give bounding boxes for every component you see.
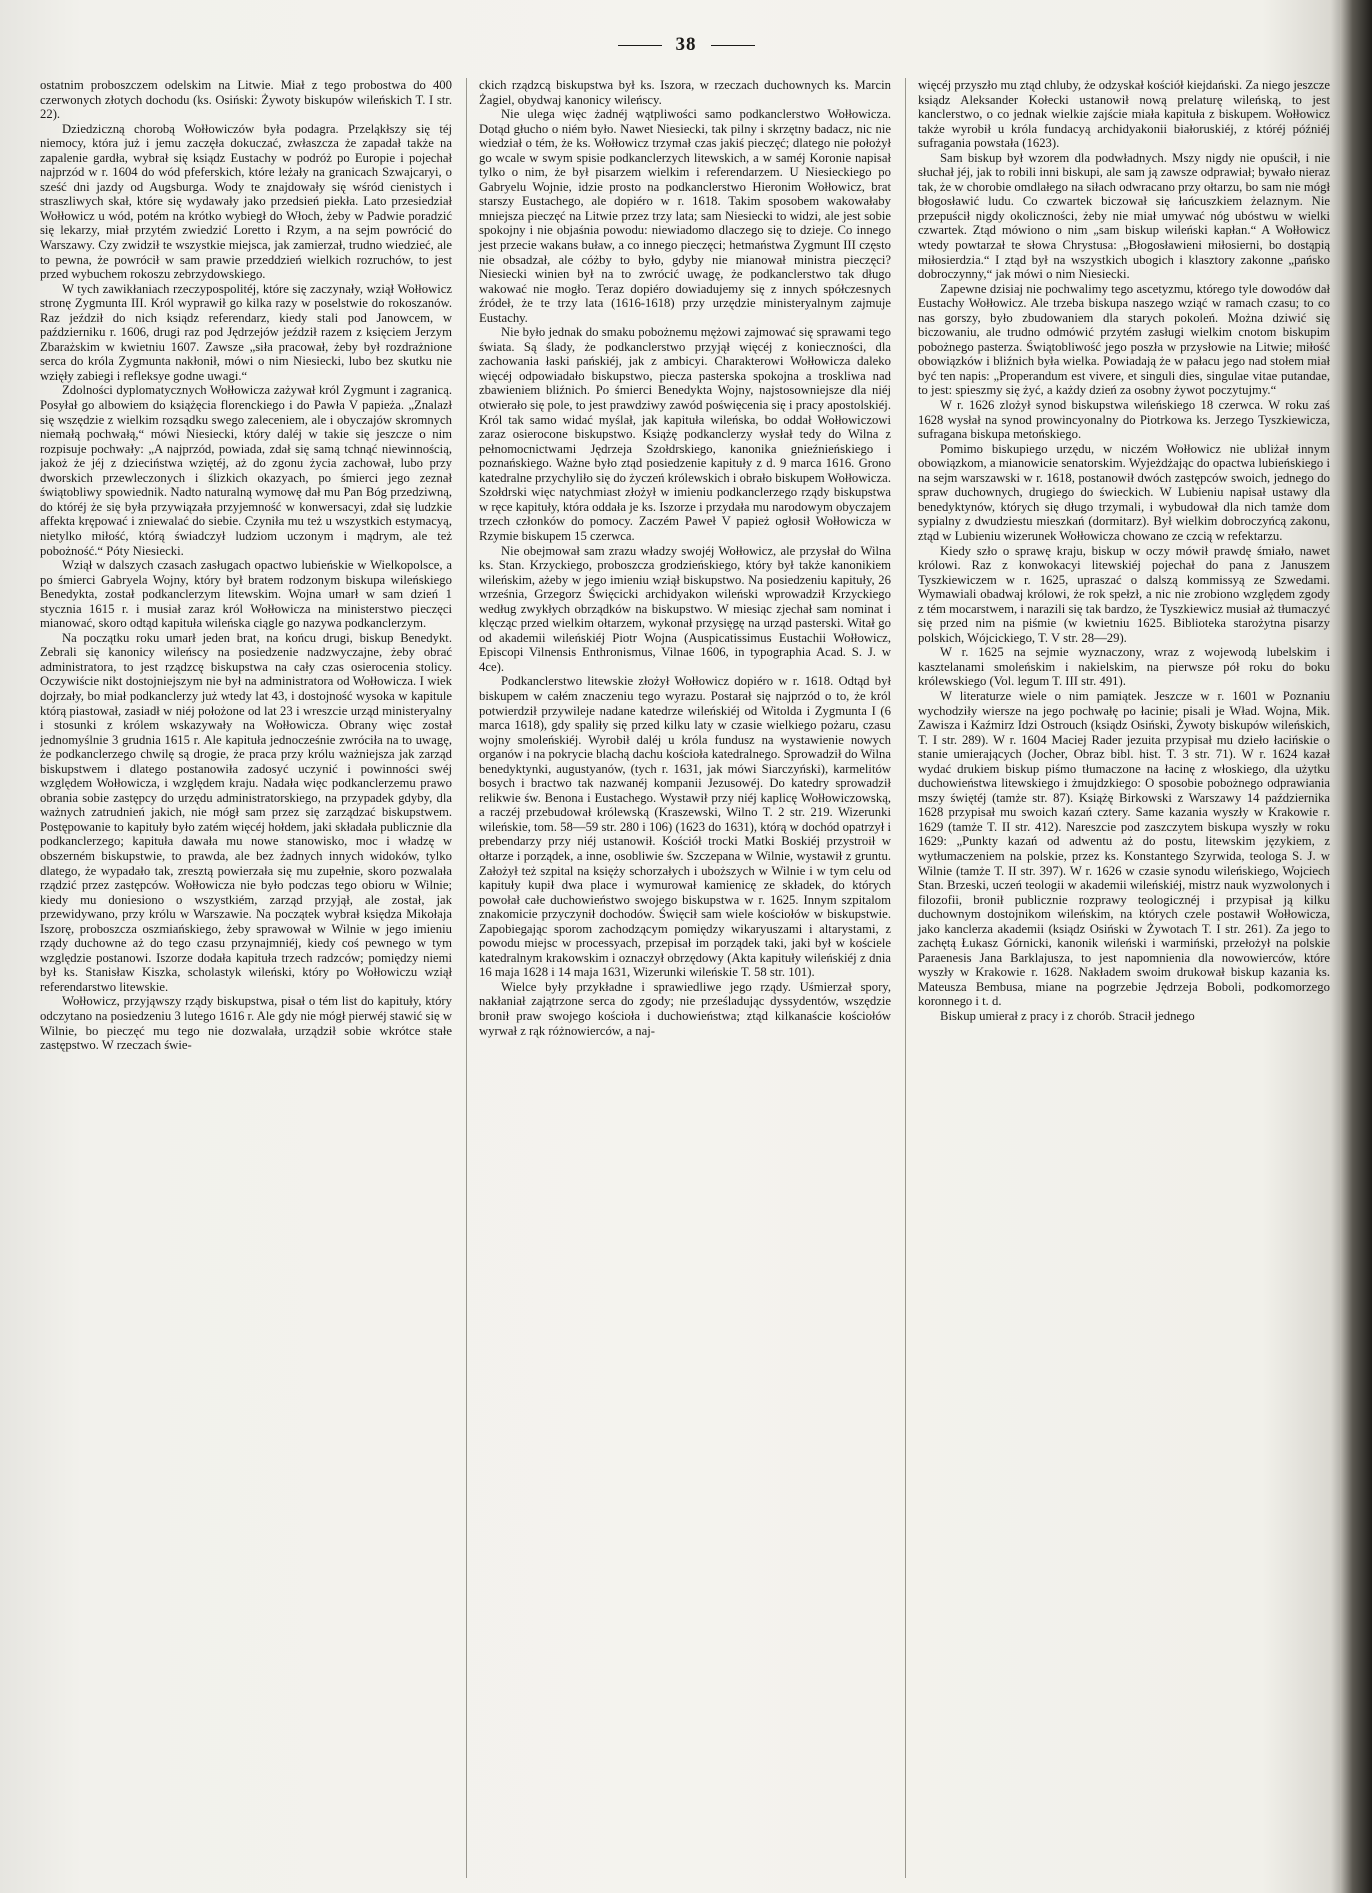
paragraph: Zapewne dzisiaj nie pochwalimy tego ascetyzmu, którego tyle dowodów dał Eustachy Wołłowicz. Ale trzeba biskupa naszego wziąć w ramach czasu; to co nas gorszy, było zbudowaniem dla starych pokoleń. Można dziwić się biczowaniu, ale trudno odmówić przytém zasługi wielkim cnotom biskupim pobożnego pasterza. Świątobliwość jego poszła w przysłowie na Litwie; miłość obowiązków i bliźnich była wielka. Powiadają że w pałacu jego nad stołem miał być ten napis: „Properandum est vivere, et singuli dies, singulae vitae putandae, to jest: spieszmy się żyć, a każdy dzień za osobny żywot poczytujmy.“ (918, 281, 1330, 398)
paragraph: Wielce były przykładne i sprawiedliwe jego rządy. Uśmierzał spory, nakłaniał zajątrzone serca do zgody; nie prześladując dyssydentów, wszędzie bronił praw swojego kościoła i duchowieństwa; ztąd kilkanaście kościołów wyrwał z rąk różnowierców, a naj- (479, 979, 891, 1038)
paragraph: Zdolności dyplomatycznych Wołłowicza zażywał król Zygmunt i zagranicą. Posyłał go albowiem do książęcia florenckiego i do Pawła V papieża. „Znalazł się wszędzie z wielkim rozsądku swego zaleceniem, ale i obyczajów skromnych niemałą pochwałą,“ mówi Niesiecki, który daléj w takie się jeszcze o nim rozpisuje pochwały: „A najprzód, powiada, zdał się samą tchnąć niewinnością, jakoż że jéj z dzieciństwa wziętéj, aż do zgonu życia zachował, lubo przy dworskich przewleczonych i ślizkich okazyach, po śmierci jego zeznał świątobliwy spowiednik. Nadto naturalną wymowę dał mu Pan Bóg przedziwną, do któréj że się była przywiązała przyjemność w konwersacyi, zdał się ludzkie affekta krępować i zniewalać do siebie. Czyniła mu też u wszystkich estymacyą, nietylko miłość, którą świadczył ludziom uczonym i mądrym, ale też pobożność.“ Póty Niesiecki. (40, 383, 452, 558)
paragraph: Wziął w dalszych czasach zasługach opactwo lubieńskie w Wielkopolsce, a po śmierci Gabryela Wojny, który był bratem rodzonym biskupa wileńskiego Benedykta, został podkanclerzym litewskim. Wojna umarł w sam dzień 1 stycznia 1615 r. i musiał zaraz król Wołłowicza na ministerstwo pieczęci mianować, skoro odtąd kapituła wileńska ciągle go nazywa podkanclerzym. (40, 558, 452, 631)
paragraph: Pomimo biskupiego urzędu, w niczém Wołłowicz nie ubliżał innym obowiązkom, a mianowicie senatorskim. Wyjeżdżając do opactwa lubieńskiego i na sejm warszawski w r. 1618, postanowił dwóch zastępców swoich, jednego do spraw duchownych, drugiego do świeckich. W Lubieniu napisał ustawy dla benedyktynów, których się długo trzymali, i wybudował dla nich tamże dom sypialny z dwudziestu mieszkań (dormitarz). Był wielkim dobroczyńcą zakonu, ztąd w Lubieniu wizerunek Wołłowicza chowano ze czcią w refektarzu. (918, 441, 1330, 543)
paragraph: Wołłowicz, przyjąwszy rządy biskupstwa, pisał o tém list do kapituły, który odczytano na posiedzeniu 3 lutego 1616 r. Ale gdy nie mógł pierwéj stawić się w Wilnie, bo pieczęć mu tego nie dozwalała, urządził sobie wkrótce stałe zastępstwo. W rzeczach świe- (40, 994, 452, 1053)
paragraph: ostatnim proboszczem odelskim na Litwie. Miał z tego probostwa do 400 czerwonych złotych dochodu (ks. Osiński: Żywoty biskupów wileńskich T. I str. 22). (40, 78, 452, 122)
paragraph: Podkanclerstwo litewskie złożył Wołłowicz dopiéro w r. 1618. Odtąd był biskupem w całém znaczeniu tego wyrazu. Postarał się najprzód o to, że król potwierdził przywileje nadane katedrze wileńskiéj od Witolda i Zygmunta I (6 marca 1618), gdy spaliły się przed kilku laty w czasie wielkiego pożaru, czasu wojny smoleńskiéj. Wyrobił daléj u króla fundusz na wystawienie nowych organów i na pokrycie blachą dachu kościoła katedralnego. Sprowadził do Wilna benedyktynki, augustyanów, (tych r. 1631, jak mówi Siarczyński), karmelitów bosych i bractwo tak nazwanéj kompanii Jezusowéj. Do katedry sprowadził relikwie św. Benona i Eustachego. Wystawił przy niéj kaplicę Wołłowiczowską, a raczéj przebudował królewską (Kraszewski, Wilno T. 2 str. 219. Wizerunki wileńskie, tom. 58—59 str. 280 i 106) (1623 do 1631), którą w dochód opatrzył i prebendarzy przy niéj ustanowił. Kościół trocki Matki Boskiéj przystroił w ołtarze i porządek, a inne, osobliwie św. Szczepana w Wilnie, wystawił z gruntu. Założył też szpital na księży schorzałych i uboższych w Wilnie i w tym celu od kapituły kupił dwa place i wymurował kamienicę ze składek, do których powołał całe duchowieństwo swojego biskupstwa w r. 1625. Innym szpitalom znakomicie przyczynił dochodów. Święcił sam wiele kościołów w biskupstwie. Zapobiegając sporom zachodzącym pomiędzy wikaryuszami i altarystami, z powodu miejsc w processyach, przepisał im porządek taki, jaki był w kościele katedralnym krakowskim i oznaczył obrzędowy (Akta kapituły wileńskiéj z dnia 16 maja 1628 i 14 maja 1631, Wizerunki wileńskie T. 58 str. 101). (479, 674, 891, 980)
adjacent-page-edge (1340, 0, 1372, 1893)
text-columns (40, 78, 1330, 1878)
paragraph: Nie obejmował sam zrazu władzy swojéj Wołłowicz, ale przysłał do Wilna ks. Stan. Krzyckiego, proboszcza grodzieńskiego, który był także kanonikiem wileńskim, ażeby w jego imieniu wziął biskupstwo. Na posiedzeniu kapituły, 26 września, Grzegorz Święcicki archidyakon wileński wprowadził Krzyckiego według zwykłych obrządków na biskupstwo. W miesiąc zjechał sam nominat i klęcząc przed wielkim ołtarzem, wykonał przysięgę na urząd pasterski. Witał go od akademii wileńskiéj Piotr Wojna (Auspicatissimus Eustachii Wołłowicz, Episcopi Vilnensis Enthronismus, Vilnae 1606, in typographia Acad. S. J. w 4ce). (479, 543, 891, 674)
paragraph: więcéj przyszło mu ztąd chluby, że odzyskał kościół kiejdański. Za niego jeszcze ksiądz Aleksander Kołecki ustanowił nową prelaturę wileńską, to jest kanclerstwo, o co jednak wielkie zajście miała kapituła z biskupem. Wołłowicz także wyrobił u króla fundacyą archidyakonii białoruskiéj, z któréj późniéj sufragania powstała (1623). (918, 78, 1330, 151)
paragraph: Kiedy szło o sprawę kraju, biskup w oczy mówił prawdę śmiało, nawet królowi. Raz z konwokacyi litewskiéj pojechał do pana z Januszem Tyszkiewiczem w r. 1625, upraszać o dalszą kommissyą ze Szwedami. Wymawiali obadwaj królowi, że rok spełzł, a nic nie zrobiono względem zgody z tém mocarstwem, i narazili się tak bardzo, że Tyszkiewicz musiał aż tłumaczyć się przed nim na piśmie (w kwietniu 1625. Biblioteka starożytna pisarzy polskich, Wójcickiego, T. V str. 28—29). (918, 543, 1330, 645)
column-2 (466, 78, 891, 1878)
paragraph: ckich rządzcą biskupstwa był ks. Iszora, w rzeczach duchownych ks. Marcin Żagiel, obydwaj kanonicy wileńscy. (479, 78, 891, 107)
page-number-rule-right (711, 45, 755, 46)
paragraph: Dziedziczną chorobą Wołłowiczów była podagra. Przeląkłszy się téj niemocy, która już i jemu zaczęła dokuczać, zwłaszcza że zapadał także na zapalenie gardła, wybrał się ksiądz Eustachy w podróż po Europie i pojechał najprzód w r. 1604 do wód pfeferskich, które leżały na granicach Szwajcaryi, o sześć dni jazdy od Augsburga. Wody te znajdowały się wśród cienistych i straszliwych skał, które się wydawały jako przedsień piekła. Lato przesiedział Wołłowicz u wód, potém na krótko wybiegł do Włoch, żeby w Padwie poradzić się lekarzy, miał przytém zwiedzić Loretto i Rzym, a na sejm powrócić do Warszawy. Czy zwidził te wszystkie miejsca, jak zamierzał, trudno wiedzieć, ale to pewna, że powrócił w sam prawie przeddzień wielkich rozruchów, to jest przed wybuchem rokoszu zebrzydowskiego. (40, 121, 452, 282)
paragraph: Nie ulega więc żadnéj wątpliwości samo podkanclerstwo Wołłowicza. Dotąd głucho o niém było. Nawet Niesiecki, tak pilny i skrzętny badacz, nic nie wiedział o tém, że ks. Wołłowicz trzymał czas jakiś pieczęć; dlatego nie położył go wcale w swym spisie podkanclerzych litewskich, a w saméj Koronie napisał tylko o nim, że był pisarzem wielkim i referendarzem. U Niesieckiego po Gabryelu Wojnie, idzie prosto na podkanclerstwo Hieronim Wołłowicz, brat starszy Eustachego, ale dopiéro w r. 1618. Takim sposobem wakowałaby mniejsza pieczęć na Litwie przez trzy lata; sam Niesiecki to widzi, ale jest sobie spokojny i nie objaśnia powodu: niewiadomo dlaczego się to dzieje. Co innego jest przecie wakans buław, a co innego pieczęci; hetmaństwa Zygmunt III często nie obsadzał, ale cóżby to było, gdyby nie mianował ministra pieczęci? Niesiecki winien był na to zwrócić uwagę, że podkanclerstwo tak długo wakować nie mogło. Teraz dopiéro dowiadujemy się z innych spółczesnych źródeł, że te trzy lata (1616-1618) przy urzędzie ministeryalnym zajmuje Eustachy. (479, 107, 891, 325)
paragraph: W tych zawikłaniach rzeczypospolitéj, które się zaczynały, wziął Wołłowicz stronę Zygmunta III. Król wyprawił go kilka razy w poselstwie do rokoszanów. Raz jeździł do nich ksiądz referendarz, kiedy stali pod Janowcem, w październiku r. 1606, drugi raz pod Jędrzejów jeździł razem z księciem Jerzym Zbarażskim w kwietniu 1607. Zawsze „siła pracował, żeby był rozdrażnione serca do króla Zygmunta nakłonił, mówi o nim Niesiecki, lubo bez skutku nie wzięły zabiegi i refleksye godne uwagi.“ (40, 281, 452, 383)
paragraph: Sam biskup był wzorem dla podwładnych. Mszy nigdy nie opuścił, i nie słuchał jéj, jak to robili inni biskupi, ale sam ją zawsze odprawiał; bywało nieraz tak, że w chorobie omdlałego na siłach odwracano przy ołtarzu, bo sam nie mógł błogosławić ludu. Co czwartek biczował się łańcuszkiem żelaznym. Nie przepuścił nigdy okoliczności, żeby nie miał umywać nóg ubóstwu w wielki czwartek. Ztąd mówiono o nim „sam biskup wileński kapłan.“ A Wołłowicz wtedy powtarzał te słowa Chrystusa: „Błogosławieni miłosierni, bo dostąpią miłosierdzia.“ I ztąd był na wszystkich ubogich i klasztory zakonne „pańsko dobroczynny,“ jak mówi o nim Niesiecki. (918, 150, 1330, 282)
paragraph: Nie było jednak do smaku pobożnemu mężowi zajmować się sprawami tego świata. Są ślady, że podkanclerstwo przyjął więcéj z konieczności, dla zachowania łaski pańskiéj, jak z ambicyi. Charakterowi Wołłowicza daleko więcéj odpowiadało biskupstwo, piecza pasterska spokojna a troskliwa nad zbawieniem bliźnich. Po śmierci Benedykta Wojny, najstosowniejsze dla niéj otwierało się pole, to jest prawdziwy zawód poświęcenia się i pracy apostolskiéj. Król tak samo widać myślał, jak kapituła wileńska, bo oddał Wołłowiczowi zaraz osierocone biskupstwo. Książę podkanclerzy wysłał tedy do Wilna z pełnomocnictwami Jędrzeja Szołdrskiego, kanonika gnieźnieńskiego i poznańskiego. Ważne było ztąd posiedzenie kapituły z d. 9 marca 1616. Grono katedralne przychyliło się do życzeń królewskich i obrało biskupem Wołłowicza. Szołdrski więc natychmiast złożył w imieniu podkanclerzego rządy biskupstwa w ręce kapituły, która oddała je ks. Iszorze i przydała mu narodowym obyczajem trzech członków do pomocy. Zaczém Paweł V papież ogłosił Wołłowicza w Rzymie biskupem 15 czerwca. (479, 325, 891, 543)
paragraph: Biskup umierał z pracy i z chorób. Stracił jednego (940, 1009, 1195, 1023)
page-number-text: 38 (675, 34, 697, 55)
paragraph: W r. 1625 na sejmie wyznaczony, wraz z wojewodą lubelskim i kasztelanami smoleńskim i nakielskim, na pierwsze pół roku do boku królewskiego (Vol. legum T. III str. 491). (918, 645, 1330, 689)
page-number-rule-left (618, 45, 662, 46)
paragraph: W r. 1626 zlożył synod biskupstwa wileńskiego 18 czerwca. W roku zaś 1628 wysłał na synod prowincyonalny do Piotrkowa ks. Jerzego Tyszkiewicza, sufragana biskupa metońskiego. (918, 398, 1330, 442)
column-1 (40, 78, 452, 1878)
paragraph: Na początku roku umarł jeden brat, na końcu drugi, biskup Benedykt. Zebrali się kanonicy wileńscy na posiedzenie nadzwyczajne, żeby obrać administratora, to jest rządzcę biskupstwa na cały czas osierocenia stolicy. Oczywiście nikt dostojniejszym nie był na administratora od Wołłowicza. I wiek dojrzały, bo miał podkanclerzy już wtedy lat 43, i dostojność wysoka w kapitule którą piastował, zasiadł w niéj położone od lat 23 i wreszcie urząd ministeryalny i stosunki z królem wskazywały na Wołłowicza. Obrany więc został jednomyślnie 3 grudnia 1615 r. Ale kapituła jednocześnie zwróciła na to uwagę, że podkanclerzego chwilę są drogie, że praca przy królu ważniejsza jak zarząd biskupstwem i dlatego postanowiła zadosyć uczynić i powinności swéj względem Wołłowicza, i względem kraju. Nadała więc podkanclerzemu prawo obrania sobie zastępcy do urzędu administratorskiego, na przypadek gdyby, dla ważnych zatrudnień jakich, nie mógł sam przez się zarządzać biskupstwem. Postępowanie to kapituły było zatém więcéj hołdem, jaki składała publicznie dla podkanclerzego; kapituła dawała mu nowe stanowisko, moc i władzę w obszerném biskupstwie, to prawda, ale bez żadnych innych widoków, tylko dlatego, że wypadało tak, zresztą powierzała się mu zupełnie, skoro pozwalała rządzić przez zastępców. Wołłowicza nie było podczas tego obioru w Wilnie; kiedy mu doniesiono o wszystkiém, zarząd przyjął, ale został, jak przewidywano, przy królu w Warszawie. Na początek wybrał księdza Mikołaja Iszorę, proboszcza oszmiańskiego, żeby sprawował w Wilnie w jego imieniu rządy duchowne aż do tego czasu przynajmniéj, kiedy coś pewnego w tym względzie postanowi. Iszorze dodała kapituła trzech radzców; pomiędzy niemi był ks. Stanisław Kiszka, scholastyk wileński, który po Wołłowiczu wziął referendarstwo litewskie. (40, 630, 452, 994)
page-number (0, 34, 1372, 56)
column-3 (905, 78, 1330, 1878)
paragraph: W literaturze wiele o nim pamiątek. Jeszcze w r. 1601 w Poznaniu wychodziły wiersze na jego pochwałę po łacinie; pisali je Wład. Wojna, Mik. Zawisza i Kaźmirz Idzi Ostrouch (ksiądz Osiński, Żywoty biskupów wileńskich, T. I str. 289). W r. 1604 Maciej Rader jezuita przypisał mu dzieło łacińskie o stanie umierających (Jocher, Obraz bibl. hist. T. 3 str. 71). W r. 1624 kazał wydać drukiem biskup piśmo tłumaczone na łacinę z włoskiego, dla użytku duchowieństwa litewskiego i żmujdzkiego: O sposobie pobożnego odprawiania mszy świętéj (tamże str. 87). Książę Birkowski z Warszawy 14 października 1628 przypisał mu swoich kazań cztery. Same kazania wyszły w Krakowie r. 1629 (tamże T. II str. 412). Nareszcie pod zaszczytem biskupa wyszły w roku 1629: „Punkty kazań od adwentu aż do postu, litewskim językiem, z wytłumaczeniem na polskie, przez ks. Konstantego Szyrwida, teologa S. J. w Wilnie (tamże T. II str. 397). W r. 1626 w czasie synodu wileńskiego, Wojciech Stan. Brzeski, uczeń teologii w akademii wileńskiéj, mistrz nauk wyzwolonych i filozofii, bronił publicznie rozprawy teologicznéj i przypisał ją kilku duchownym dostojnikom wileńskim, na których czele postawił Wołłowicza, jako kanclerza akademii (ksiądz Osiński w Żywotach T. I str. 261). Za jego to zachętą Łukasz Górnicki, kanonik wileński i warmiński, przełożył na polskie Paraenesis Jana Barklajusza, to jest napomnienia dla nowowierców, które wyszły w Krakowie r. 1628. Nakładem swoim drukował biskup kazania ks. Mateusza Bembusa, miane na pogrzebie Jędrzeja Boboli, podkomorzego koronnego i t. d. (918, 688, 1330, 1009)
